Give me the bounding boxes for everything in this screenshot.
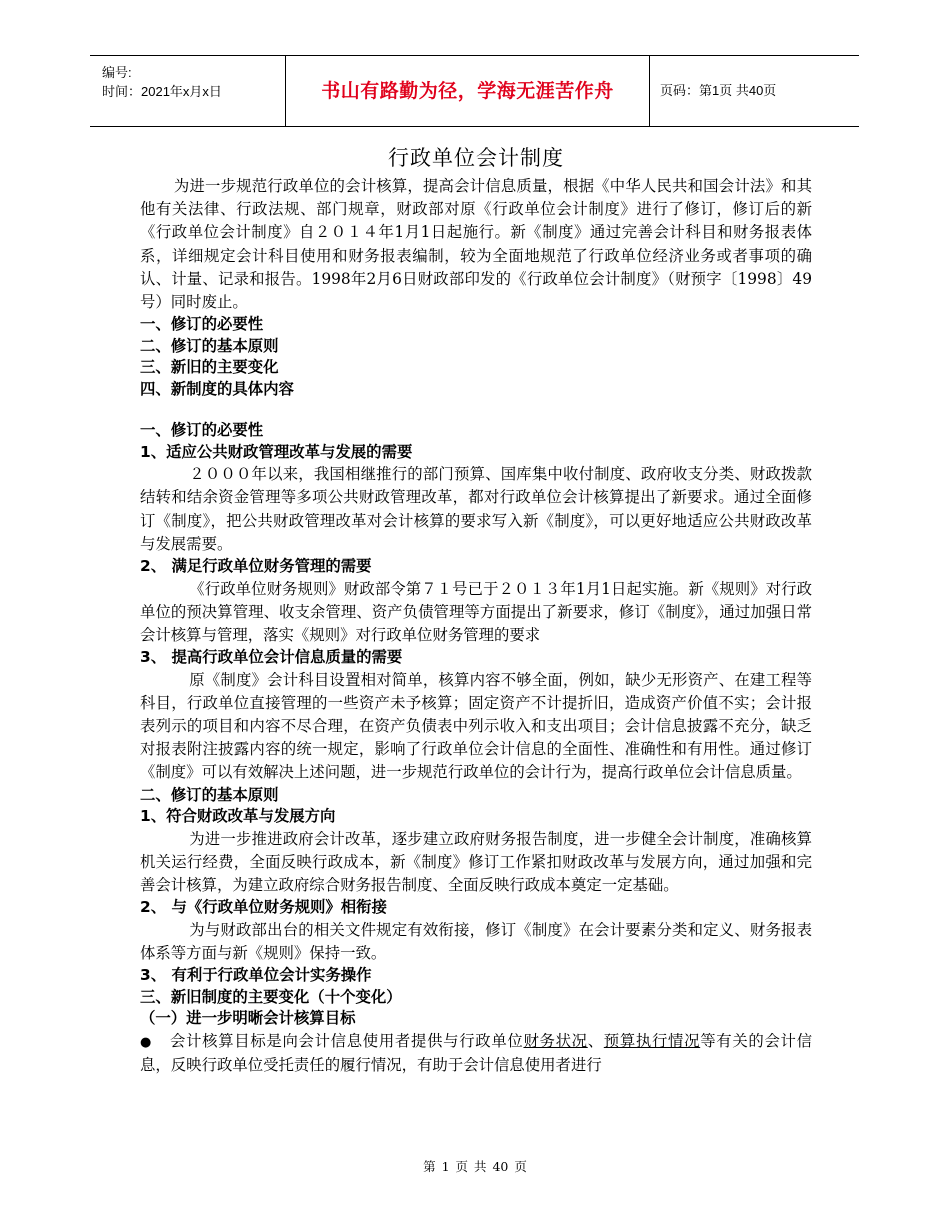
document-body (140, 143, 812, 1077)
section-heading: 一、修订的必要性 (140, 421, 264, 440)
financial-status-text: 财务状况 (523, 1031, 588, 1050)
paragraph: 《行政单位财务规则》财政部令第７１号已于２０１３年1月1日起实施。新《规则》对行政单位的预决算管理、收支余管理、资产负债管理等方面提出了新要求，修订《制度》，通过加强日常会计核算与管理，落实《规则》对行政单位财务管理的要求 (140, 579, 812, 644)
document-title: 行政单位会计制度 (388, 146, 564, 170)
subsection-heading: 3、 有利于行政单位会计实务操作 (140, 966, 372, 985)
toc-item: 三、新旧的主要变化 (140, 358, 279, 377)
subsection-heading: 1、适应公共财政管理改革与发展的需要 (140, 442, 413, 461)
paragraph: ２０００年以来，我国相继推行的部门预算、国库集中收付制度、政府收支分类、财政拨款结转和结余资金管理等多项公共财政管理改革，都对行政单位会计核算提出了新要求。通过全面修订《制度》，把公共财政管理改革对会计核算的要求写入新《制度》，可以更好地适应公共财政改革与发展需要。 (140, 465, 812, 553)
subsection-heading: 2、 与《行政单位财务规则》相衔接 (140, 898, 387, 917)
paragraph: 为与财政部出台的相关文件规定有效衔接，修订《制度》在会计要素分类和定义、财务报表体系等方面与新《规则》保持一致。 (140, 920, 812, 962)
subsection-heading: 3、 提高行政单位会计信息质量的需要 (140, 648, 403, 667)
toc-item: 四、新制度的具体内容 (140, 379, 294, 398)
header-motto: 书山有路勤为径，学海无涯苦作舟 (286, 56, 650, 126)
bullet-icon: ● (140, 1034, 153, 1050)
paragraph: 原《制度》会计科目设置相对简单，核算内容不够全面，例如，缺少无形资产、在建工程等科目，行政单位直接管理的一些资产未予核算；固定资产不计提折旧，造成资产价值不实；会计报表列示的项目和内容不尽合理，在资产负债表中列示收入和支出项目；会计信息披露不充分，缺乏对报表附注披露内容的统一规定，影响了行政单位会计信息的全面性、准确性和有用性。通过修订《制度》可以有效解决上述问题，进一步规范行政单位的会计行为，提高行政单位会计信息质量。 (140, 670, 812, 782)
bullet-text-pre: 会计核算目标是向会计信息使用者提供与行政单位 (170, 1031, 524, 1050)
toc-item: 二、修订的基本原则 (140, 336, 279, 355)
subsection-heading: （一）进一步明晰会计核算目标 (140, 1009, 356, 1028)
bullet-text-post: 等有关的会计信息，反映行政单位受托责任的履行情况，有助于会计信息使用者进行 (140, 1031, 812, 1074)
section-heading: 二、修订的基本原则 (140, 785, 279, 804)
header-meta-cell (90, 56, 286, 126)
header-page-info: 页码：第1页 共40页 (660, 83, 777, 98)
time-label: 时间：2021年x月x日 (102, 84, 222, 99)
section-heading: 三、新旧制度的主要变化（十个变化） (140, 987, 402, 1006)
page-footer: 第 1 页 共 40 页 (423, 1159, 527, 1174)
bullet-separator: 、 (587, 1031, 604, 1050)
toc-item: 一、修订的必要性 (140, 315, 264, 334)
bullet-paragraph (140, 1030, 812, 1077)
subsection-heading: 1、符合财政改革与发展方向 (140, 807, 336, 826)
serial-label: 编号: (102, 65, 132, 80)
paragraph: 为进一步推进政府会计改革，逐步建立政府财务报告制度，进一步健全会计制度，准确核算机关运行经费，全面反映行政成本，新《制度》修订工作紧扣财政改革与发展方向，通过加强和完善会计核算，为建立政府综合财务报告制度、全面反映行政成本奠定一定基础。 (140, 829, 812, 895)
subsection-heading: 2、 满足行政单位财务管理的需要 (140, 557, 372, 576)
page-header (90, 55, 859, 127)
budget-execution-text: 预算执行情况 (603, 1031, 701, 1050)
intro-paragraph: 为进一步规范行政单位的会计核算，提高会计信息质量，根据《中华人民共和国会计法》和其他有关法律、行政法规、部门规章，财政部对原《行政单位会计制度》进行了修订，修订后的新《行政单位会计制度》自２０１４年1月1日起施行。新《制度》通过完善会计科目和财务报表体系，详细规定会计科目使用和财务报表编制，较为全面地规范了行政单位经济业务或者事项的确认、计量、记录和报告。1998年2月6日财政部印发的《行政单位会计制度》（财预字〔1998〕49号）同时废止。 (140, 177, 812, 312)
